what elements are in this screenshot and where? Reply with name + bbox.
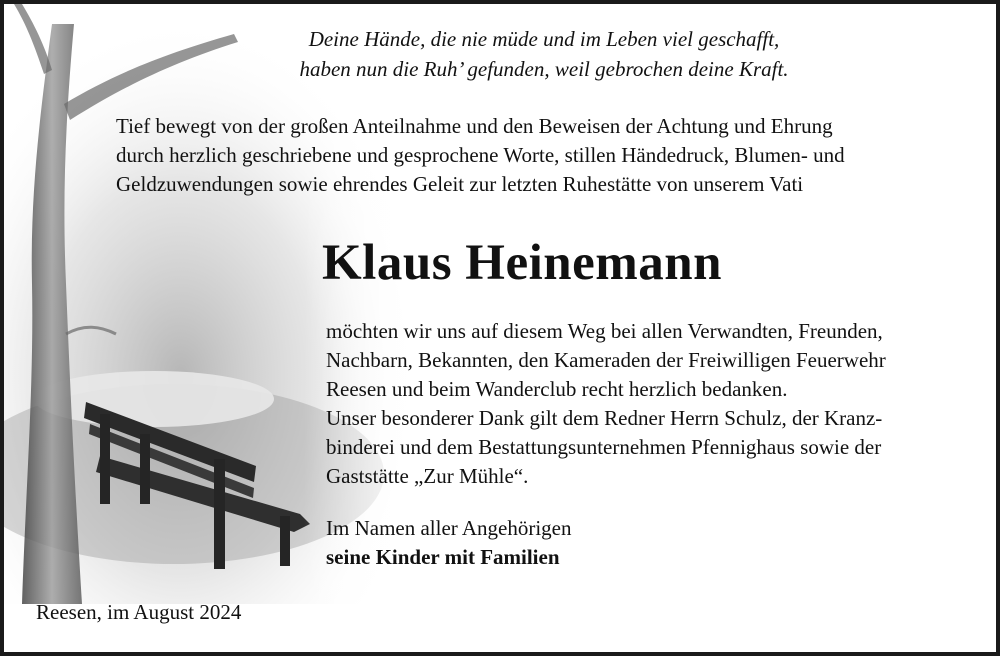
thanks-line: Reesen und beim Wanderclub recht herzlich bedanken. [326,377,788,401]
poem-verse [154,24,934,84]
place-date: Reesen, im August 2024 [36,600,242,624]
intro-line: Geldzuwendungen sowie ehrendes Geleit zur letzten Ruhestätte von unserem Vati [116,172,804,196]
intro-line: durch herzlich geschriebene und gesprochene Worte, stillen Händedruck, Blumen- und [116,143,845,167]
thanks-line: Nachbarn, Bekannten, den Kameraden der Freiwilligen Feuerwehr [326,348,886,372]
thanks-paragraph [326,317,991,491]
deceased-name: Klaus Heinemann [322,235,722,291]
signature-line: Im Namen aller Angehörigen [326,516,572,540]
poem-line: Deine Hände, die nie müde und im Leben viel geschafft, [308,27,780,51]
thanks-line: Gaststätte „Zur Mühle“. [326,464,529,488]
signature-family: seine Kinder mit Familien [326,545,560,569]
intro-line: Tief bewegt von der großen Anteilnahme und den Beweisen der Achtung und Ehrung [116,114,833,138]
intro-paragraph [116,112,986,199]
thanks-line: möchten wir uns auf diesem Weg bei allen Verwandten, Freunden, [326,319,883,343]
thanks-line: binderei und dem Bestattungsunternehmen Pfennighaus sowie der [326,435,882,459]
signature-block [326,514,572,572]
thanks-line: Unser besonderer Dank gilt dem Redner Herrn Schulz, der Kranz- [326,406,883,430]
poem-line: haben nun die Ruh’ gefunden, weil gebrochen deine Kraft. [299,57,789,81]
